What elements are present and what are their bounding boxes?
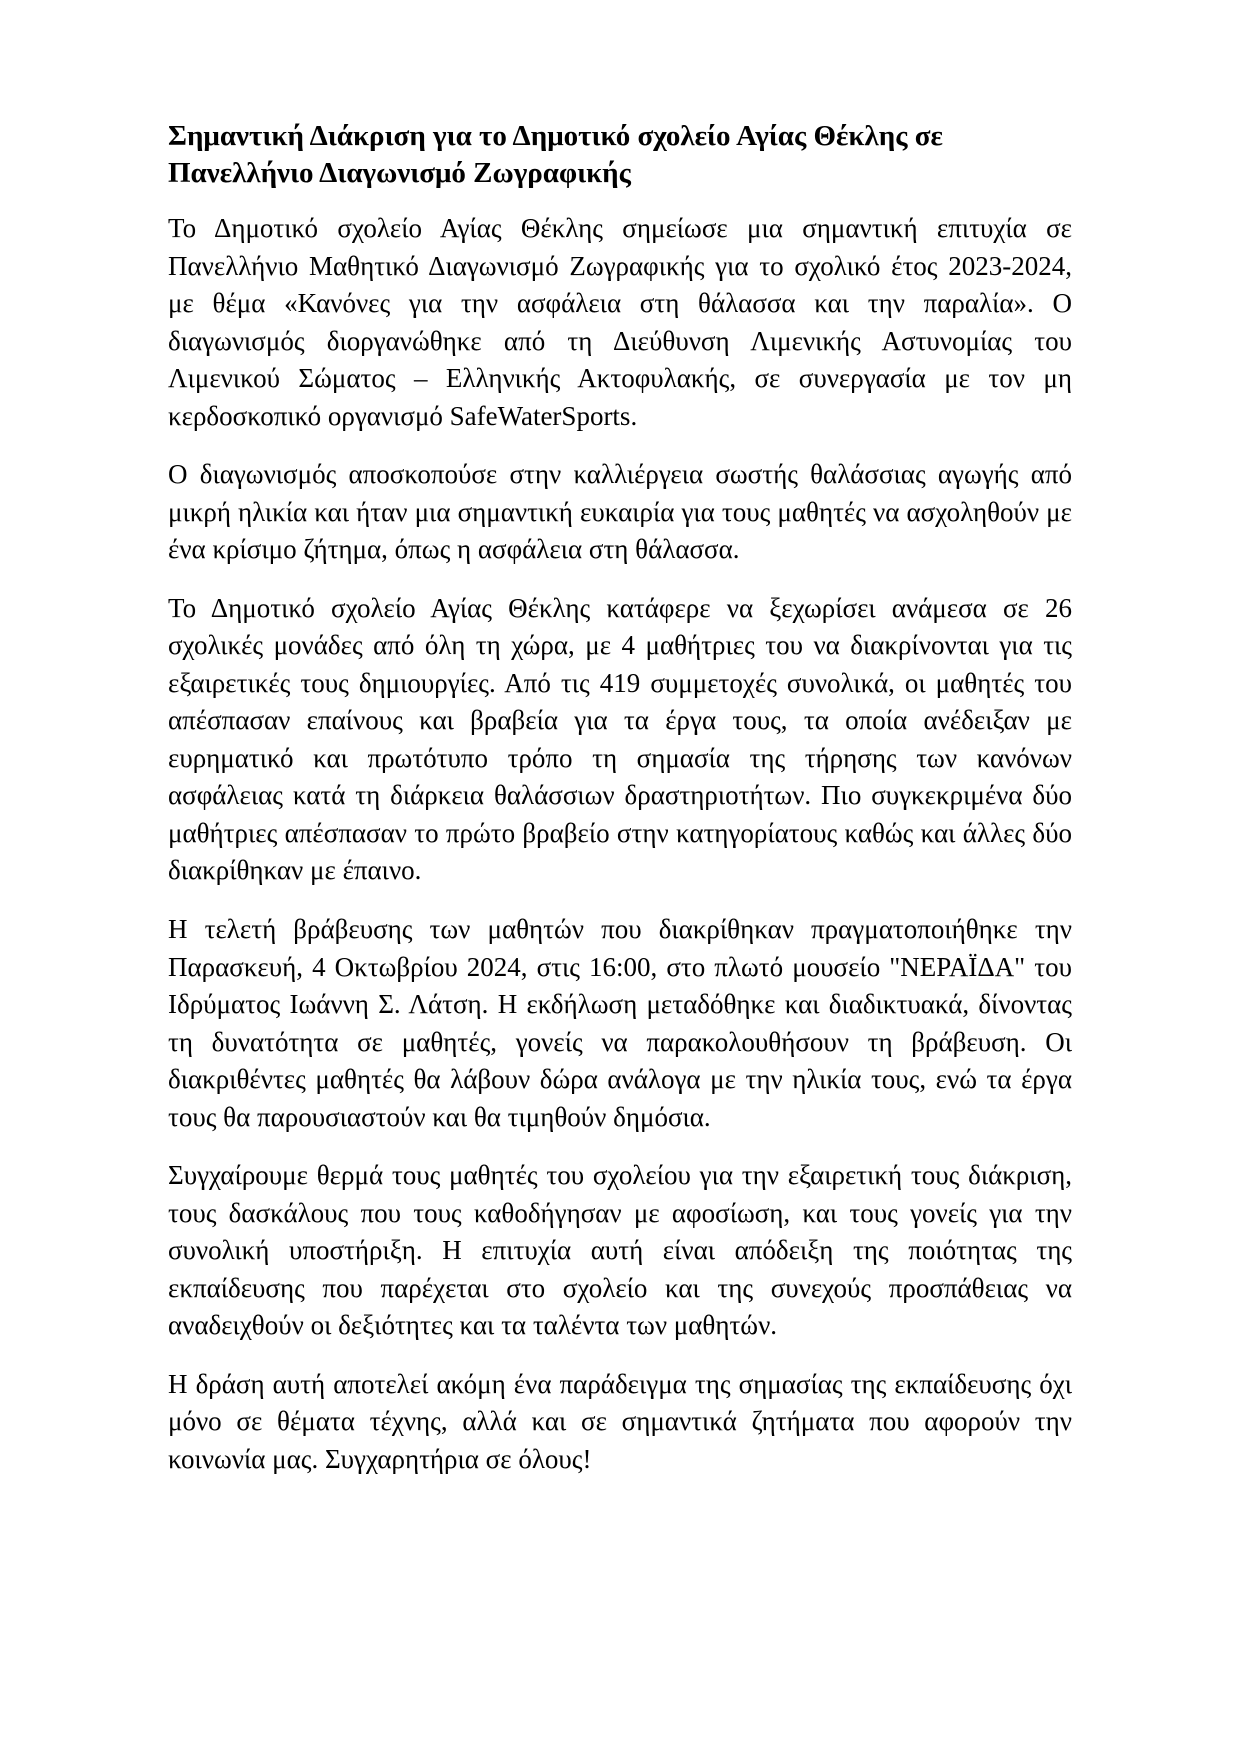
document-paragraph: Το Δημοτικό σχολείο Αγίας Θέκλης σημείωσε μια σημαντική επιτυχία σε Πανελλήνιο Μαθητικό Διαγωνισμό Ζωγραφικής για το σχολικό έτος 2023-2024, με θέμα «Κανόνες για την ασφάλεια στη θάλασσα και την παραλία». Ο διαγωνισμός διοργανώθηκε από τη Διεύθυνση Λιμενικής Αστυνομίας του Λιμενικού Σώματος – Ελληνικής Ακτοφυλακής, σε συνεργασία με τον μη κερδοσκοπικό οργανισμό SafeWaterSports. bbox=[168, 213, 1072, 431]
document-paragraph: Συγχαίρουμε θερμά τους μαθητές του σχολείου για την εξαιρετική τους διάκριση, τους δασκάλους που τους καθοδήγησαν με αφοσίωση, και τους γονείς για την συνολική υποστήριξη. Η επιτυχία αυτή είναι απόδειξη της ποιότητας της εκπαίδευσης που παρέχεται στο σχολείο και της συνεχούς προσπάθειας να αναδειχθούν οι δεξιότητες και τα ταλέντα των μαθητών. bbox=[168, 1160, 1072, 1341]
document-body bbox=[168, 210, 1072, 1478]
document-paragraph: Ο διαγωνισμός αποσκοπούσε στην καλλιέργεια σωστής θαλάσσιας αγωγής από μικρή ηλικία και ήταν μια σημαντική ευκαιρία για τους μαθητές να ασχοληθούν με ένα κρίσιμο ζήτημα, όπως η ασφάλεια στη θάλασσα. bbox=[168, 459, 1072, 565]
document-paragraph: Η τελετή βράβευσης των μαθητών που διακρίθηκαν πραγματοποιήθηκε την Παρασκευή, 4 Οκτωβρίου 2024, στις 16:00, στο πλωτό μουσείο "ΝΕΡΑΪΔΑ" του Ιδρύματος Ιωάννη Σ. Λάτση. Η εκδήλωση μεταδόθηκε και διαδικτυακά, δίνοντας τη δυνατότητα σε μαθητές, γονείς να παρακολουθήσουν τη βράβευση. Οι διακριθέντες μαθητές θα λάβουν δώρα ανάλογα με την ηλικία τους, ενώ τα έργα τους θα παρουσιαστούν και θα τιμηθούν δημόσια. bbox=[168, 913, 1072, 1132]
document-paragraph: Η δράση αυτή αποτελεί ακόμη ένα παράδειγμα της σημασίας της εκπαίδευσης όχι μόνο σε θέματα τέχνης, αλλά και σε σημαντικά ζητήματα που αφορούν την κοινωνία μας. Συγχαρητήρια σε όλους! bbox=[168, 1368, 1072, 1474]
document-paragraph: Το Δημοτικό σχολείο Αγίας Θέκλης κατάφερε να ξεχωρίσει ανάμεσα σε 26 σχολικές μονάδες από όλη τη χώρα, με 4 μαθήτριες του να διακρίνονται για τις εξαιρετικές τους δημιουργίες. Από τις 419 συμμετοχές συνολικά, οι μαθητές του απέσπασαν επαίνους και βραβεία για τα έργα τους, τα οποία ανέδειξαν με ευρηματικό και πρωτότυπο τρόπο τη σημασία της τήρησης των κανόνων ασφάλειας κατά τη διάρκεια θαλάσσιων δραστηριοτήτων. Πιο συγκεκριμένα δύο μαθήτριες απέσπασαν το πρώτο βραβείο στην κατηγορίατους καθώς και άλλες δύο διακρίθηκαν με έπαινο. bbox=[168, 592, 1072, 886]
document-title: Σημαντική Διάκριση για το Δημοτικό σχολείο Αγίας Θέκλης σε Πανελλήνιο Διαγωνισμό Ζωγραφικής bbox=[168, 120, 943, 190]
